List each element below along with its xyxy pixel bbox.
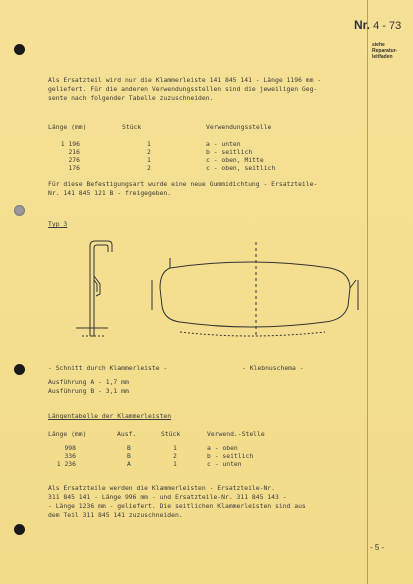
table-cell: 2 bbox=[147, 164, 151, 172]
table-cell: c - oben, Mitte bbox=[206, 156, 264, 164]
table-cell: a - unten bbox=[206, 140, 241, 148]
table-header: Stück bbox=[161, 430, 181, 438]
sidebar-note: siehe Reparatur- leitfaden bbox=[372, 42, 398, 60]
table-header: Länge (mm) bbox=[48, 430, 87, 438]
table-header: Länge (mm) bbox=[48, 123, 87, 131]
table-cell: 276 bbox=[68, 156, 80, 164]
table-cell: 1 bbox=[147, 156, 151, 164]
table-header: Verwend.-Stelle bbox=[207, 430, 265, 438]
table-cell: b - seitlich bbox=[207, 452, 254, 460]
punch-hole bbox=[14, 44, 25, 55]
section-heading: Typ 3 bbox=[48, 220, 68, 228]
table-cell: B bbox=[127, 444, 131, 452]
note-paragraph: Für diese Befestigungsart wurde eine neue Gummidichtung - Ersatzteile- Nr. 141 845 121 B - freigegeben. bbox=[48, 180, 318, 197]
table-cell: b - seitlich bbox=[206, 148, 253, 156]
table-header: Stück bbox=[122, 123, 142, 131]
diagram-caption: - Schnitt durch Klammerleiste - bbox=[48, 364, 168, 372]
adhesive-scheme-diagram bbox=[150, 240, 365, 350]
table-header: Verwendungsstelle bbox=[206, 123, 272, 131]
table-cell: B bbox=[127, 452, 131, 460]
closing-paragraph: Als Ersatzteile werden die Klammerleisten - Ersatzteile-Nr. 311 845 141 - Länge 996 mm - und Ersatzteile-Nr. 311 845 143 - - Länge 1236 mm - geliefert. Die seitlichen Klammerleisten sind aus dem Teil 311 845 141 zuzuschneiden. bbox=[48, 484, 306, 519]
table-cell: 1 196 bbox=[60, 140, 80, 148]
diagram-caption: - Klebnuschema - bbox=[242, 364, 304, 372]
table-title: Längentabelle der Klammerleisten bbox=[48, 412, 172, 420]
punch-hole bbox=[14, 364, 25, 375]
table-cell: 998 bbox=[64, 444, 76, 452]
table-cell: 336 bbox=[64, 452, 76, 460]
table-cell: 216 bbox=[68, 148, 80, 156]
page-number: - 5 - bbox=[370, 543, 385, 552]
table-cell: a - oben bbox=[207, 444, 238, 452]
intro-paragraph: Als Ersatzteil wird nur die Klammerleiste 141 845 141 - Länge 1196 mm - geliefert. Für die anderen Verwendungsstellen sind die jeweiligen Geg- sente nach folgender Tabelle zuzuschneiden. bbox=[48, 76, 322, 102]
table-cell: 1 bbox=[173, 460, 177, 468]
table-cell: c - unten bbox=[207, 460, 242, 468]
table-cell: 2 bbox=[173, 452, 177, 460]
table-cell: 176 bbox=[68, 164, 80, 172]
variant-list: Ausführung A - 1,7 mm Ausführung B - 3,1 mm bbox=[48, 378, 129, 395]
punch-hole bbox=[14, 205, 25, 216]
table-header: Ausf. bbox=[117, 430, 137, 438]
punch-hole bbox=[14, 524, 25, 535]
table-cell: c - oben, seitlich bbox=[206, 164, 276, 172]
table-cell: 2 bbox=[147, 148, 151, 156]
margin-rule bbox=[367, 0, 368, 584]
clamp-profile-diagram bbox=[56, 236, 120, 356]
document-number: Nr. 4 - 73 bbox=[354, 18, 402, 32]
table-cell: 1 236 bbox=[56, 460, 76, 468]
table-cell: A bbox=[127, 460, 131, 468]
table-cell: 1 bbox=[173, 444, 177, 452]
table-cell: 1 bbox=[147, 140, 151, 148]
